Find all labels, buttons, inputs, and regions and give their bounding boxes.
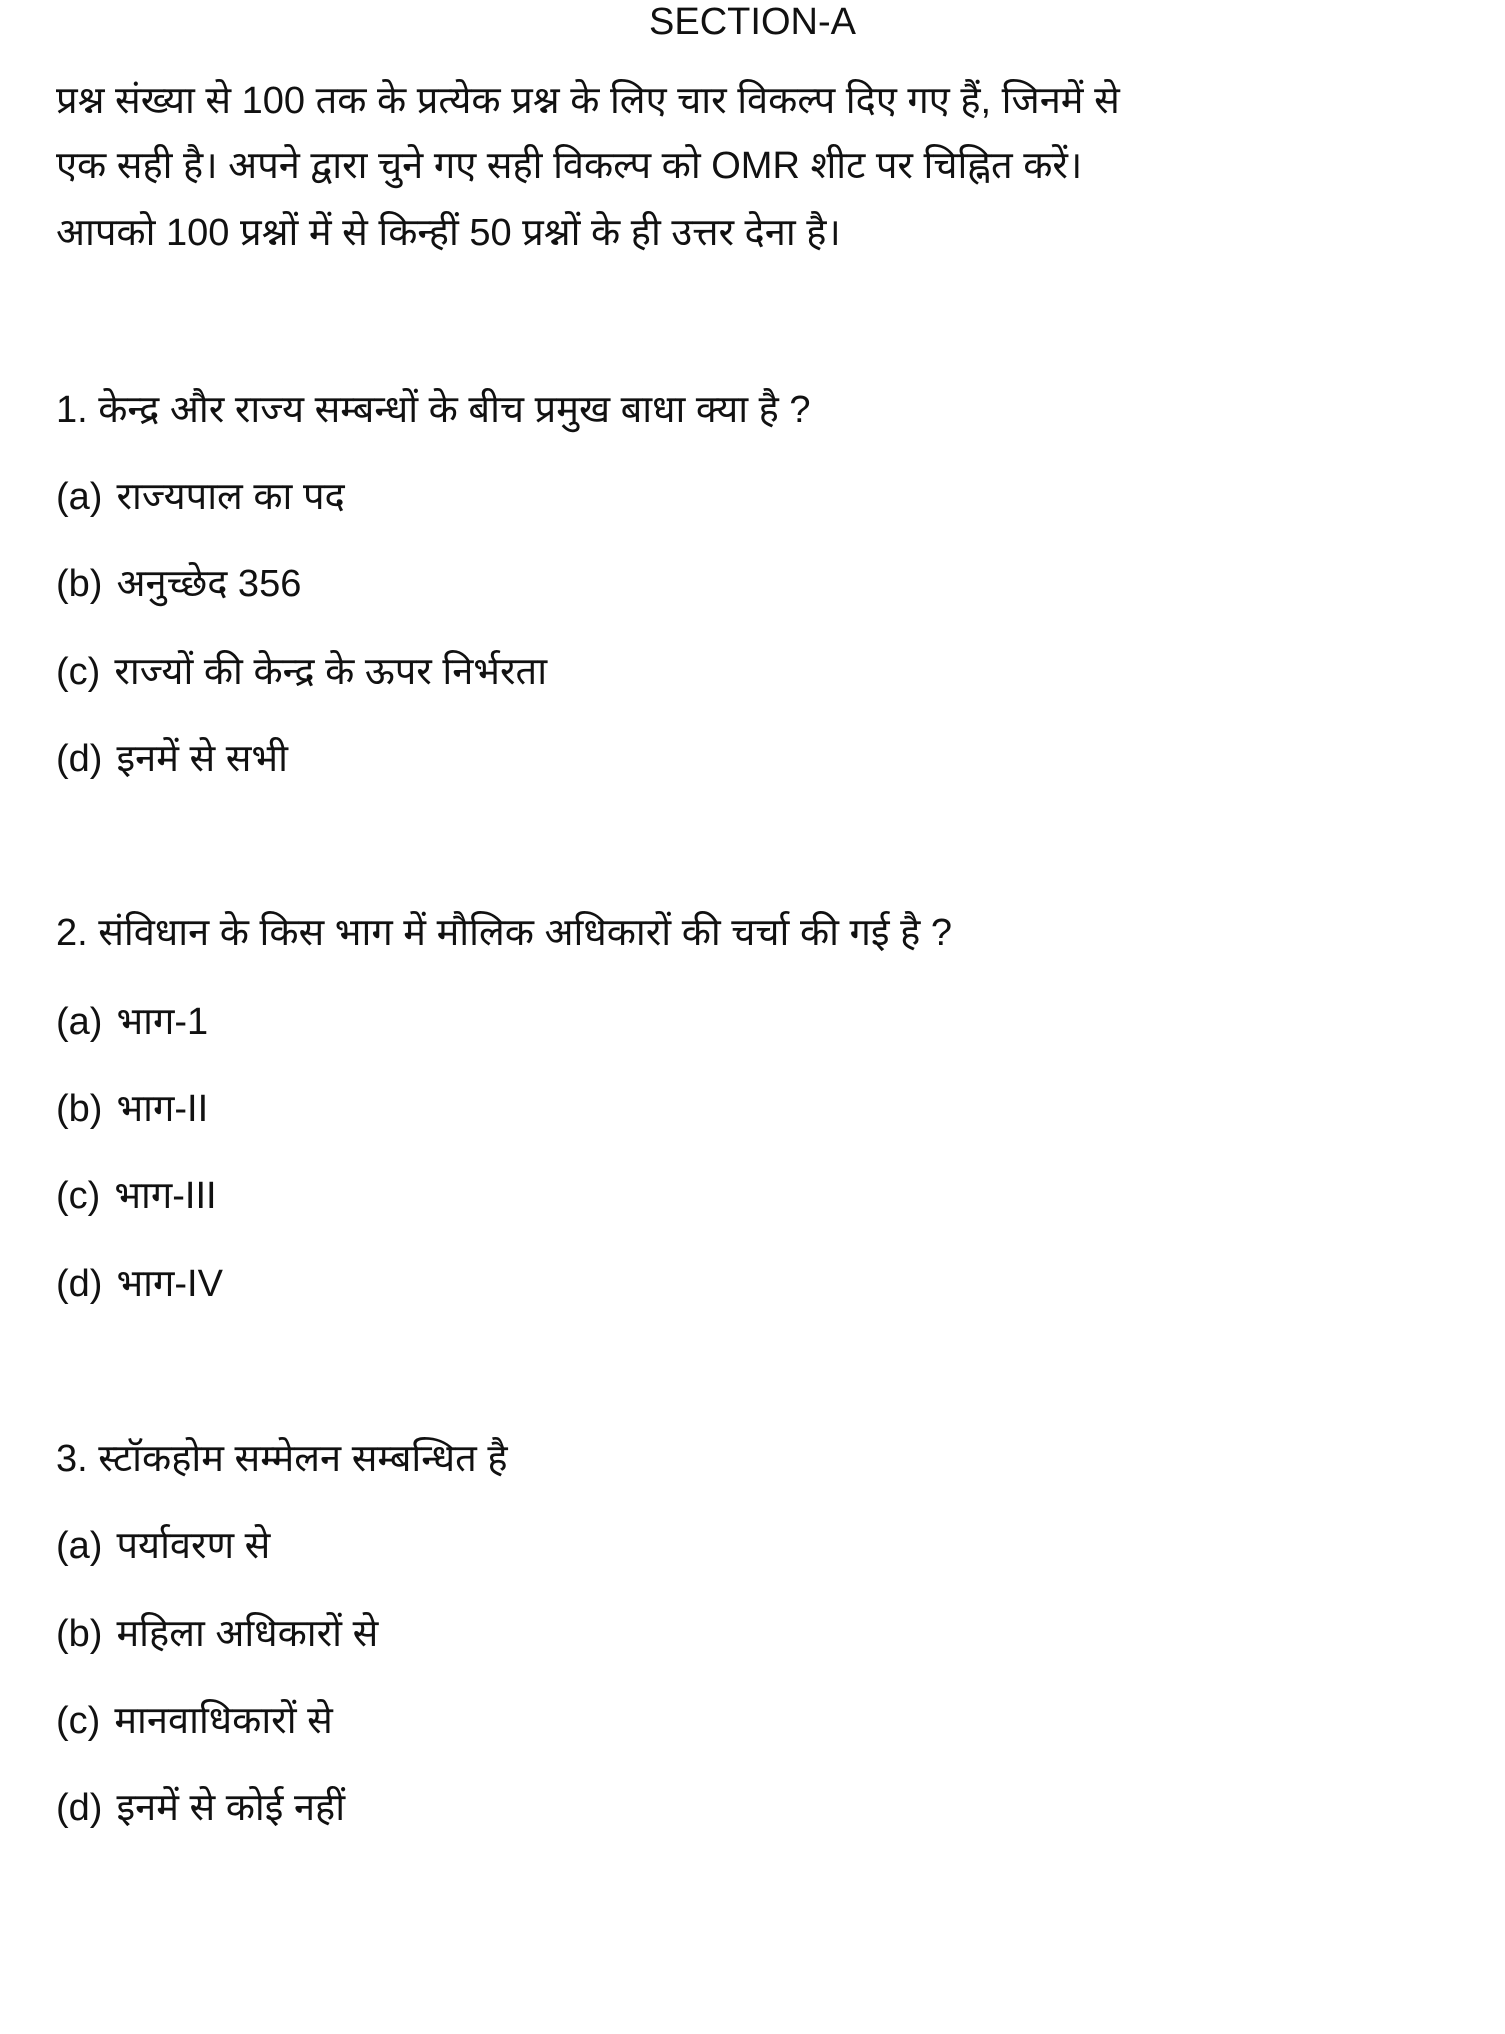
- option-text: भाग-IV: [116, 1263, 223, 1305]
- option-text: भाग-III: [114, 1175, 217, 1217]
- option-label: (c): [56, 1175, 101, 1217]
- question-3-text: 3. स्टॉकहोम सम्मेलन सम्बन्धित है: [56, 1438, 508, 1480]
- option-label: (d): [56, 1787, 103, 1829]
- option-label: (d): [56, 738, 103, 780]
- question-2-text: 2. संविधान के किस भाग में मौलिक अधिकारों की चर्चा की गई है ?: [56, 912, 953, 954]
- question-1-option-b: [56, 559, 301, 609]
- option-text: भाग-1: [116, 1001, 209, 1043]
- option-label: (b): [56, 1088, 103, 1130]
- instruction-line: प्रश्न संख्या से 100 तक के प्रत्येक प्रश्न के लिए चार विकल्प दिए गए हैं, जिनमें से: [56, 80, 1120, 122]
- question-3-option-d: [56, 1783, 345, 1833]
- option-label: (d): [56, 1263, 103, 1305]
- option-text: राज्यों की केन्द्र के ऊपर निर्भरता: [114, 651, 548, 693]
- question-1-option-d: [56, 734, 288, 784]
- section-title: SECTION-A: [649, 1, 856, 43]
- option-label: (a): [56, 476, 103, 518]
- option-text: भाग-II: [116, 1088, 209, 1130]
- question-3-option-c: [56, 1696, 333, 1746]
- question-1-text: 1. केन्द्र और राज्य सम्बन्धों के बीच प्रमुख बाधा क्या है ?: [56, 389, 811, 431]
- question-1-option-a: [56, 472, 345, 522]
- instruction-line: एक सही है। अपने द्वारा चुने गए सही विकल्प को OMR शीट पर चिह्नित करें।: [56, 145, 1083, 187]
- question-2-option-b: [56, 1084, 208, 1134]
- option-label: (b): [56, 563, 103, 605]
- option-text: पर्यावरण से: [116, 1525, 271, 1567]
- option-label: (a): [56, 1525, 103, 1567]
- option-text: इनमें से सभी: [116, 738, 288, 780]
- instruction-line: आपको 100 प्रश्नों में से किन्हीं 50 प्रश्नों के ही उत्तर देना है।: [56, 212, 841, 254]
- option-text: इनमें से कोई नहीं: [116, 1787, 346, 1829]
- option-text: महिला अधिकारों से: [116, 1613, 379, 1655]
- question-1-option-c: [56, 647, 547, 697]
- option-text: अनुच्छेद 356: [116, 563, 302, 605]
- question-3-option-a: [56, 1521, 270, 1571]
- option-label: (a): [56, 1001, 103, 1043]
- option-text: राज्यपाल का पद: [116, 476, 345, 518]
- option-label: (b): [56, 1613, 103, 1655]
- question-2-option-d: [56, 1259, 223, 1309]
- question-3-option-b: [56, 1609, 378, 1659]
- question-2-option-a: [56, 997, 208, 1047]
- question-2-option-c: [56, 1171, 217, 1221]
- option-label: (c): [56, 651, 101, 693]
- option-label: (c): [56, 1700, 101, 1742]
- option-text: मानवाधिकारों से: [114, 1700, 333, 1742]
